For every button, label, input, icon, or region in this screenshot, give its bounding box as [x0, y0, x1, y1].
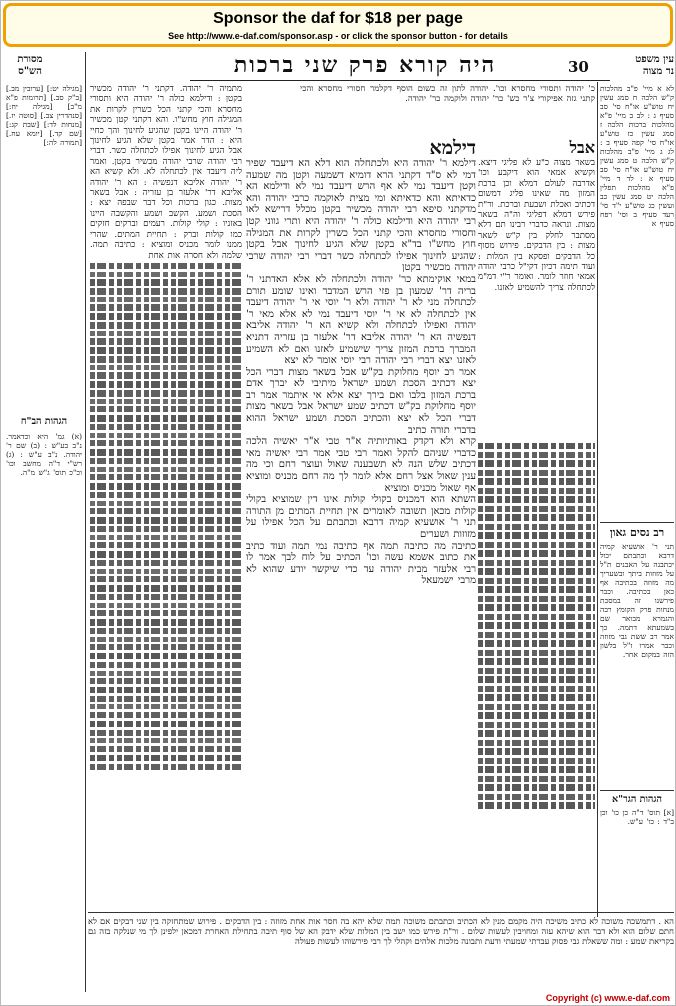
rashi-line [90, 576, 242, 582]
chapter-header: היה קורא פרק שני ברכות [233, 52, 497, 78]
page-number: 30 [568, 58, 589, 76]
rashi-line [90, 712, 242, 718]
ein-mishpat-column [600, 84, 674, 354]
rashi-line [90, 263, 242, 269]
text-line [478, 658, 595, 665]
text-line [478, 730, 595, 737]
rashi-line [90, 594, 242, 600]
copyright-link[interactable]: Copyright (c) www.e-daf.com [545, 993, 670, 1003]
rashi-line [90, 347, 242, 354]
rashi-line [90, 372, 242, 378]
text-line [478, 542, 595, 548]
rashi-line [90, 304, 242, 310]
rashi-text: מתמיה ר' יהודה. דקתני ר' יהודה מכשיר בקטן : ודילמא כולה ר' יהודה היא ותסורי מחסרא והכי קתני הכל כשרין לקרות את המגילה חוץ מחש"ו. והא דקתני קטן מכשיר ר' יהודה היינו בקטן שהגיע לחינוך והך כחיי היא : הדר אמר בקטן שלא הגיע לחינוך אבל הגיע לחינוך אפילו לכתחלה כשר. דברי רבי יהודה שרבי יהודה מכשיר בקטן. ואמר ליה דיעבד אין לכתחלה לא. ולא קשיא הא ר' יהודה אליבא דנפשיה : הא ר' יהודה אליבא דר' אלעזר בן עזריה : אבל בשאר מצות. כגון ברכות וכל דבר שבפה יצא : הסכת ושמע. הקשב ושמע והקשבה היינו באזניו : קולי קולות. רעמים וברקים חזקים כמו קולות וברק : תחיית המתים. שהרי ממנו לומר מכניס ומוציא : כתיבה תמה. שלמה ולא חסרה אות אחת [90, 84, 242, 261]
text-line [478, 794, 595, 800]
gemara-paragraph: השתא הוא דמכניס בקולי קולות אינו דין שמוציא בקולי קולות מכאן תשובה לאומרים אין תחיית המתים מן התורה תני ר' אושעיא קמיה דרבא וכתבתם על הכל אפילו על מזוזות ושערים [246, 494, 476, 540]
rabbeinu-nissim-text: תני ר' אושעיא קמיה דרבא וכתבתם יכול יכתבנה על האבנים ת"ל על מזוזות ביתך ובשעריך מה מזוזה בכתיבה אף כאן בכתיבה. וכבר פירשנו זה במסכת מנחות פרק הקומץ רבה והגמרא מבואר שם בשמעתא דתמה. כך אמר רב ששת גבי מזוזה וכבר אמרו ז"ל בלשון הזה במקום אחר. [600, 542, 674, 659]
rashi-line [90, 619, 242, 626]
rashi-line [90, 279, 242, 286]
sponsor-title[interactable]: Sponsor the daf for $18 per page [213, 10, 463, 27]
text-line [478, 506, 595, 512]
rashi-line [90, 730, 242, 736]
text-line [478, 578, 595, 584]
rashi-line [90, 474, 242, 480]
text-line [478, 650, 595, 656]
gemara-opening-line [300, 84, 595, 136]
hagra-divider [600, 790, 674, 791]
text-line [478, 514, 595, 521]
text-line [478, 632, 595, 638]
rashi-line [90, 449, 242, 456]
text-line [478, 443, 595, 450]
rashi-line [90, 746, 242, 752]
bottom-notes-text: הא . דתמשכה משוכה לא כתיב משיכה היה מקמם מנין לא הכתיב וכתבתם משוכה תמה שלא יהא בה חסר אות אחת מזוזה : בין הדבקים . פירוש שמתחזקה בין שני דבקים אם לא חתם שלום הוא ולא דבר הוא שיהא עזה ומחויבין לעשות שלום . ור"ת פירש כמו ישב בין המלות שלא ידבק הא של סוף תיבה בתחילת האחרת דמכאן ילפינן לך מי שנלקה בזה גם בקריאת שמע : ומה ששאלת גבי פסוק עברתי שמעתי ודעת ותבונה מלכות אלהים וקהלי לך רבי פירשוהו לעשות פעולה [88, 916, 674, 947]
rabbeinu-nissim-column [600, 542, 674, 772]
rashi-line [90, 678, 242, 684]
text-line [478, 776, 595, 782]
rashi-line [90, 755, 242, 762]
rashi-line [90, 288, 242, 294]
gemara-paragraph: כתיבה מה כתיבה תמה אף כתיבה נמי תמה ועוד כתיב את כתוב אשמא עשה וכו' הכתיב על לוח לבך אמר לו רבי אלעזר מבית יהודה עד כדי שיקשר יודע שהוא לא מרבי ישמעאל [246, 540, 476, 587]
text-line [478, 748, 595, 755]
rashi-line [90, 415, 242, 422]
rashi-column [90, 84, 242, 910]
text-line [478, 676, 595, 683]
rashi-line [90, 356, 242, 362]
rashi-line [90, 764, 242, 770]
text-line [478, 614, 595, 620]
gemara-paragraph: במאי אוקימתא כר' יהודה ולכתחלה לא אלא האדתני ר' בריה דר' שמעון בן פזי הרש המדבר ואינו שומע תורם לכתחלה מני לא ר' יהודה ולא ר' יוסי אי ר' יהודה דיעבד אין לכתחלה לא אי ר' יוסי דיעבד נמי לא אלא מאי ר' יהודה ואפילו לכתחלה ולא קשיא הא ר' יהודה אליבא דנפשיה הא ר' יהודה אליבא דר' אלעזר בן עזריה דתניא המברך ברכת המזון צריך שישמיע לאזנו ואם לא השמיע לאזנו יצא דברי רבי יהודה רבי יוסי אומר לא יצא [246, 273, 476, 367]
rashi-line [90, 738, 242, 743]
rashi-line [90, 322, 242, 328]
ein-mishpat-heading: עין משפט נר מצוה [635, 54, 674, 77]
text-line [478, 622, 595, 629]
rashi-line [90, 569, 242, 574]
opening-word: דילמא [429, 138, 476, 159]
rashi-line [90, 542, 242, 548]
bottom-notes [88, 916, 674, 990]
rashi-line [90, 508, 242, 514]
hagahot-habach-title: הגהות הב"ח [20, 416, 68, 427]
rashi-line [90, 433, 242, 438]
rashi-line [90, 644, 242, 650]
left-margin-divider [85, 52, 86, 992]
text-line [478, 686, 595, 692]
rashi-line [90, 696, 242, 702]
text-line [478, 524, 595, 530]
text-line [478, 722, 595, 728]
text-line [478, 758, 595, 764]
tosafot-column [478, 138, 595, 438]
text-line [478, 532, 595, 539]
rashi-line [90, 338, 242, 344]
text-line [478, 550, 595, 557]
hagahot-hagra-column [600, 808, 674, 838]
text-line [478, 470, 595, 476]
rashi-line [90, 637, 242, 642]
sponsor-link[interactable]: See http://www.e-daf.com/sponsor.asp - or click the sponsor button - for details [168, 31, 508, 41]
text-line [478, 586, 595, 593]
rashi-line [90, 467, 242, 472]
gemara-continuation [478, 440, 595, 910]
rashi-line [90, 551, 242, 558]
text-line [478, 604, 595, 611]
rashi-line [90, 390, 242, 396]
rashi-line [90, 671, 242, 676]
rashi-line [90, 610, 242, 616]
rashi-line [90, 272, 242, 277]
rashi-line [90, 526, 242, 532]
text-line [478, 452, 595, 458]
ein-mishpat-text: לא א מיי' פ"ב מהלכות ק"ש הלכה ח סמג עשין יח טוש"ע או"ח סי' סב סעיף ג : לב ב מיי' פ"א מהלכות ברכות הלכה ז סמג עשין כז טוש"ע או"ח סי' קפה סעיף ב : לג ג מיי' פ"ב מהלכות ק"ש הלכה ט סמג עשין יח טוש"ע או"ח סי' סב סעיף א : לד ד מיי' פ"א מהלכות תפלין הלכה יט סמג עשין כב ועשין כג טוש"ע י"ד סי' רעד סעיף ב וסי' רפח סעיף א [600, 84, 674, 228]
text-line [478, 488, 595, 494]
bottom-notes-divider [88, 912, 674, 913]
text-line [478, 784, 595, 791]
rashi-line [90, 492, 242, 498]
gemara-paragraph: קרא ולא דקדק באותיותיה א"ר טבי א"ר יאשיה הלכה כדברי שניהם להקל ואמר רבי טבי אמר רבי יאשיה מאי דכתיב שלש הנה לא תשבענה שאול ועוצר רחם וכי מה ענין שאול אצל רחם אלא לומר לך מה רחם מכניס ומוציא אף שאול מכניס ומוציא [246, 436, 476, 494]
rashi-line [90, 313, 242, 320]
opening-line-text: כ' יהודה ותסורי מחסרא וכו'. יהודה לתון זה כשום הוסף דקלמר חסורי מחסרא והכי קתני גזה אפיקורי צ'ר כש' כר' יהודה ולוקמה כר' יהודה. [300, 84, 595, 105]
header-rule [190, 80, 610, 81]
rashi-line [90, 381, 242, 388]
hagahot-hagra-text: [א] תוס' ד"ה כן כו' וכן ב"ד : כו' ע"ש. [600, 808, 674, 826]
text-line [478, 668, 595, 674]
masoret-hashas-column [6, 84, 82, 384]
nissim-divider [600, 522, 674, 523]
text-line [478, 712, 595, 719]
tosafot-text: בשאר מצוה כ"ע לא פליגי דיצא. וקשיא אמאי הוא דיקבע וכו' אדרבה לעולם דמלא וכן ברכת המזון מה שאינו פליג דמשום דכתיב ואכלת ושבעת וברכת. ור"ת פירש דמלא דפליגי וה"ה בשאר מצות. ונראה כדברי רבינו תם דלא מסתבר לחלק בין ק"ש לשאר מצות : בין הדבקים. פירוש מסוף כל הדבקים ופסקא בין המלות : ועוד תימה דכיון דקי"ל כרבי יהודה אמאי חוזר לומר. ואומר ר"י דמ"מ לכתחלה צריך להשמיע לאזנו. [478, 158, 595, 293]
rashi-line [90, 653, 242, 660]
rashi-line [90, 704, 242, 709]
text-line [478, 766, 595, 773]
text-line [478, 694, 595, 701]
gemara-paragraph: דילמא ר' יהודה היא ולכתחלה הוא דלא הא דיעבד שפיר דמי לא ס"ד דקתני הרא דומיא דשמעה וקטן מה שמעה וקטן דיעבד נמי לא אף הרש דיעבד נמי לא ודילמא הא כדאיתא והא כדאיתא ומי מצית לאוקמה כרבי יהודה והא מדקתני סיפא רבי יהודה מכשיר בקטן מכלל דרישא לאו רבי יהודה היא ודילמא כולה ר' יהודה היא ותרי גווני קטן וחסורי מחסרא והכי קתני הכל כשרין לקרות את המגילה חוץ מחש"ו בד"א בקטן שלא הגיע לחינוך אבל בקטן שהגיע לחינוך אפילו לכתחלה כשר דברי רבי יהודה שרבי יהודה מכשיר בקטן [246, 158, 476, 274]
hagahot-habach-column [6, 432, 82, 572]
rashi-line [90, 483, 242, 490]
hagahot-habach-text: (א) גמ' היא וכדאמר. נ"ב בע"ש : (ב) שם ר' יהודה. נ"ב ע"ש : (ג) רש"י ד"ה מחשב וכו' וכ"כ תוס' ג"ש מ"ה. [6, 432, 82, 477]
text-line [478, 640, 595, 647]
rashi-line [90, 406, 242, 412]
rashi-line [90, 331, 242, 336]
text-line [478, 496, 595, 503]
rashi-line [90, 365, 242, 370]
rashi-line [90, 458, 242, 464]
text-line [478, 560, 595, 566]
rashi-line [90, 297, 242, 302]
text-line [478, 802, 595, 809]
rashi-line [90, 501, 242, 506]
tosafot-opening-word: אבל [569, 138, 595, 157]
rashi-line [90, 440, 242, 446]
gemara-column [246, 138, 476, 910]
text-line [478, 596, 595, 602]
rashi-line [90, 721, 242, 728]
text-line [478, 704, 595, 710]
rashi-line [90, 424, 242, 430]
rashi-line [90, 628, 242, 634]
rashi-line [90, 399, 242, 404]
text-line [478, 740, 595, 746]
rashi-line [90, 535, 242, 540]
hagahot-hagra-title: הגהות הגר"א [612, 794, 662, 805]
rashi-line [90, 517, 242, 524]
text-line [478, 568, 595, 575]
masoret-hashas-heading: מסורת הש"ס [17, 54, 43, 77]
rashi-line [90, 603, 242, 608]
masoret-hashas-refs: [מגילה יט:] [ערובין מב.] [ב"ק סב.] [תרומות פ"א מ"ב] [מגילה יח:] [סנהדרין צב.] [סוטה יז.] [מנחות לד:] [שבת קג:] [שם קד.] [יומא עח.] [תמורה לה:] [6, 84, 82, 147]
rashi-line [90, 687, 242, 694]
text-line [478, 460, 595, 467]
sponsor-banner[interactable] [3, 3, 673, 47]
text-line [478, 478, 595, 485]
gemara-paragraph: אמר רב יוסף מחלוקת בק"ש אבל בשאר מצות דברי הכל יצא דכתיב הסכת ושמע ישראל מיתיבי לא יברך אדם ברכת המזון בלבו ואם בירך יצא אלא אי איתמר אמר רב יוסף מחלוקת בק"ש דכתיב שמע ישראל אבל בשאר מצות דברי הכל לא יצא והכתיב הסכת ושמע ישראל ההוא בדברי תורה כתיב [246, 366, 476, 436]
rashi-line [90, 662, 242, 668]
rashi-line [90, 560, 242, 566]
rashi-line [90, 585, 242, 592]
rabbeinu-nissim-title: רב נסים גאון [609, 526, 665, 539]
right-margin-divider [597, 82, 598, 917]
